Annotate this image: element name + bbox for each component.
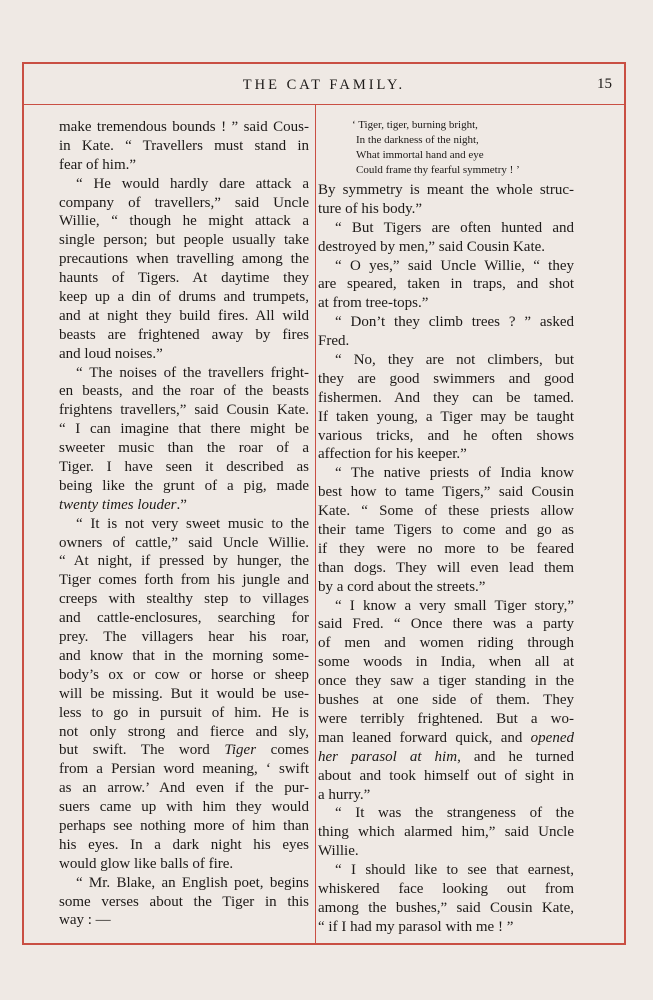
text-line [318, 578, 574, 597]
text-line [59, 552, 309, 571]
text-line [318, 842, 574, 861]
text-run: Tiger. I have seen it described as [59, 459, 309, 476]
text-line [59, 212, 309, 231]
poem-line: Could frame thy fearful symmetry ! ’ [356, 164, 520, 176]
text-line [318, 597, 574, 616]
running-header [24, 64, 624, 105]
text-line [318, 823, 574, 842]
text-run: “ At night, if pressed by hunger, the [59, 553, 309, 570]
italic-run: twenty times louder [59, 496, 177, 513]
text-line [59, 685, 309, 704]
text-line [318, 710, 574, 729]
text-run: once they saw a tiger standing in the [318, 673, 574, 690]
text-run: various tricks, and he often shows [318, 427, 574, 444]
text-run: sweeter music than the roar of a [59, 440, 309, 457]
text-run: will be missing. But it would be use- [59, 685, 309, 702]
right-column-text [318, 181, 574, 937]
text-line [318, 200, 574, 219]
text-run: are speared, taken in traps, and shot [318, 276, 574, 293]
text-line [318, 181, 574, 200]
text-run: said Fred. “ Once there was a party [318, 616, 574, 633]
text-line [318, 899, 574, 918]
text-run: being like the grunt of a pig, made [59, 477, 309, 494]
text-run: “ But Tigers are often hunted and [335, 219, 574, 236]
text-line [318, 370, 574, 389]
text-line [318, 634, 574, 653]
text-run: “ It is not very sweet music to the [76, 515, 309, 532]
text-run: Willie, “ though he might attack a [59, 213, 309, 230]
running-title: THE CAT FAMILY. [242, 77, 406, 93]
right-column [318, 118, 574, 937]
text-run: their tame Tigers to come and go as [318, 522, 574, 539]
text-run: whiskered face looking out from [318, 880, 574, 897]
text-run: Tiger comes forth from his jungle and [59, 572, 309, 589]
page-number: 15 [597, 76, 612, 92]
text-line [318, 918, 574, 937]
text-line [59, 231, 309, 250]
text-line [59, 741, 309, 760]
text-line [318, 748, 574, 767]
text-line [59, 855, 309, 874]
text-line [59, 439, 309, 458]
text-line [318, 408, 574, 427]
text-run: prey. The villagers hear his roar, [59, 629, 309, 646]
text-run: “ O yes,” said Uncle Willie, “ they [335, 257, 574, 274]
text-run: owners of cattle,” said Uncle Willie. [59, 534, 309, 551]
text-run: “ No, they are not climbers, but [335, 352, 574, 369]
text-line [318, 804, 574, 823]
poem-line: ‘ Tiger, tiger, burning bright, [352, 119, 478, 131]
text-run: at from tree-tops.” [318, 295, 429, 312]
text-line [59, 534, 309, 553]
text-run: make tremendous bounds ! ” said Cous- [59, 119, 309, 135]
text-line [59, 515, 309, 534]
text-line [59, 571, 309, 590]
text-line [59, 250, 309, 269]
text-run: By symmetry is meant the whole struc- [318, 182, 574, 198]
text-run: less to go in pursuit of him. He is [59, 704, 309, 721]
text-run: “ I should like to see that earnest, [335, 862, 574, 879]
text-line [318, 880, 574, 899]
text-run: frightens travellers,” said Cousin Kate. [59, 402, 309, 419]
text-run: thing which alarmed him,” said Uncle [318, 824, 574, 841]
text-run: “ I can imagine that there might be [59, 421, 309, 438]
text-run: single person; but people usually take [59, 232, 309, 249]
text-line [59, 874, 309, 893]
text-run: as an arrow.’ And even if the pur- [59, 780, 309, 797]
text-run: were terribly frightened. But a wo- [318, 710, 574, 727]
text-line [59, 458, 309, 477]
text-run: company of travellers,” said Uncle [59, 194, 309, 211]
text-line [318, 238, 574, 257]
text-run: not only strong and fierce and sly, [59, 723, 309, 740]
text-run: than dogs. They will even lead them [318, 559, 574, 576]
text-line [318, 275, 574, 294]
poem-line: In the darkness of the night, [356, 134, 479, 146]
text-line [59, 817, 309, 836]
text-run: , and he turned [457, 748, 574, 765]
text-line [318, 521, 574, 540]
text-line [59, 609, 309, 628]
text-line [318, 786, 574, 805]
text-run: suers came up with him they would [59, 799, 309, 816]
text-run: If taken young, a Tiger may be taught [318, 408, 574, 425]
text-line [59, 307, 309, 326]
text-line [318, 672, 574, 691]
text-run: would glow like balls of fire. [59, 855, 234, 872]
text-run: ture of his body.” [318, 200, 423, 217]
text-line [59, 798, 309, 817]
text-run: of men and women riding through [318, 635, 574, 652]
text-line [59, 893, 309, 912]
text-run: “ The native priests of India know [335, 465, 574, 482]
text-run: creeps with stealthy step to villages [59, 591, 309, 608]
text-line [59, 590, 309, 609]
text-run: from a Persian word meaning, ‘ swift [59, 761, 309, 778]
column-divider [315, 105, 316, 943]
text-line [59, 269, 309, 288]
text-run: “ The noises of the travellers fright- [76, 364, 309, 381]
text-line [59, 779, 309, 798]
text-run: “ if I had my parasol with me ! ” [318, 918, 514, 935]
text-run: perhaps see nothing more of him than [59, 817, 309, 834]
text-run: Fred. [318, 333, 350, 350]
text-line [318, 464, 574, 483]
text-run: some woods in India, when all at [318, 654, 574, 671]
text-line [59, 194, 309, 213]
text-line [59, 477, 309, 496]
text-line [59, 628, 309, 647]
text-run: man leaned forward quick, and [318, 729, 531, 746]
text-run: keep up a din of drums and trumpets, [59, 289, 309, 306]
text-run: way : — [59, 912, 111, 929]
text-run: by a cord about the streets.” [318, 578, 486, 595]
text-run: “ He would hardly dare attack a [76, 175, 309, 192]
text-run: they are good swimmers and good [318, 370, 574, 387]
text-run: and loud noises.” [59, 345, 163, 362]
text-run: Willie. [318, 843, 359, 860]
text-line [318, 861, 574, 880]
text-line [59, 911, 309, 930]
text-run: best how to tame Tigers,” said Cousin [318, 484, 574, 501]
text-line [59, 175, 309, 194]
text-run: and know that in the morning some- [59, 647, 309, 664]
text-run: bushes at one side of them. They [318, 692, 574, 709]
text-line [318, 729, 574, 748]
poem-line: What immortal hand and eye [356, 149, 484, 161]
text-line [59, 118, 309, 137]
text-run: .” [176, 496, 187, 513]
text-run: beasts are frightened away by fires [59, 326, 309, 343]
text-run: Kate. “ Some of these priests allow [318, 503, 574, 520]
text-line [318, 313, 574, 332]
text-line [59, 496, 309, 515]
text-run: comes [256, 742, 310, 759]
text-run: fishermen. And they can be tamed. [318, 389, 574, 406]
text-line [318, 294, 574, 313]
italic-run: her parasol at him [318, 748, 458, 765]
text-run: and at night they build fires. All wild [59, 307, 309, 324]
text-run: affection for his keeper.” [318, 446, 467, 463]
text-run: precautions when travelling among the [59, 251, 309, 268]
text-line [59, 382, 309, 401]
text-run: destroyed by men,” said Cousin Kate. [318, 238, 546, 255]
text-line [318, 219, 574, 238]
text-line [59, 364, 309, 383]
text-line [318, 483, 574, 502]
text-line [318, 332, 574, 351]
text-line [318, 691, 574, 710]
poem-quotation [352, 118, 574, 178]
text-line [59, 345, 309, 364]
text-run: if they were no more to be feared [318, 540, 574, 557]
text-line [318, 653, 574, 672]
text-line [59, 401, 309, 420]
text-run: en beasts, and the roar of the beasts [59, 383, 309, 400]
text-line [59, 666, 309, 685]
text-run: some verses about the Tiger in this [59, 893, 309, 910]
text-run: “ Don’t they climb trees ? ” asked [335, 314, 574, 331]
text-line [59, 836, 309, 855]
text-line [318, 559, 574, 578]
text-line [59, 647, 309, 666]
text-run: fear of him.” [59, 156, 137, 173]
text-run: “ It was the strangeness of the [335, 805, 574, 822]
text-line [59, 704, 309, 723]
text-line [59, 326, 309, 345]
text-run: haunts of Tigers. At daytime they [59, 270, 309, 287]
text-line [318, 389, 574, 408]
text-line [59, 760, 309, 779]
text-line [318, 351, 574, 370]
text-run: body’s ox or cow or horse or sheep [59, 666, 309, 683]
text-line [59, 288, 309, 307]
text-line [59, 137, 309, 156]
text-line [59, 420, 309, 439]
text-line [318, 540, 574, 559]
left-column [59, 118, 309, 930]
text-run: but swift. The word [59, 742, 225, 759]
text-line [318, 767, 574, 786]
text-run: “ Mr. Blake, an English poet, begins [76, 874, 309, 891]
text-run: among the bushes,” said Cousin Kate, [318, 899, 574, 916]
text-run: and cattle-enclosures, searching for [59, 610, 309, 627]
text-run: “ I know a very small Tiger story,” [335, 597, 574, 614]
text-run: his eyes. In a dark night his eyes [59, 836, 309, 853]
text-line [318, 502, 574, 521]
text-line [318, 257, 574, 276]
text-line [318, 615, 574, 634]
text-line [318, 427, 574, 446]
text-line [318, 445, 574, 464]
text-line [59, 156, 309, 175]
italic-run: opened [530, 729, 574, 746]
text-line [59, 723, 309, 742]
text-run: a hurry.” [318, 786, 371, 803]
text-run: about and took himself out of sight in [318, 767, 574, 784]
text-run: in Kate. “ Travellers must stand in [59, 137, 309, 154]
italic-run: Tiger [224, 742, 257, 759]
